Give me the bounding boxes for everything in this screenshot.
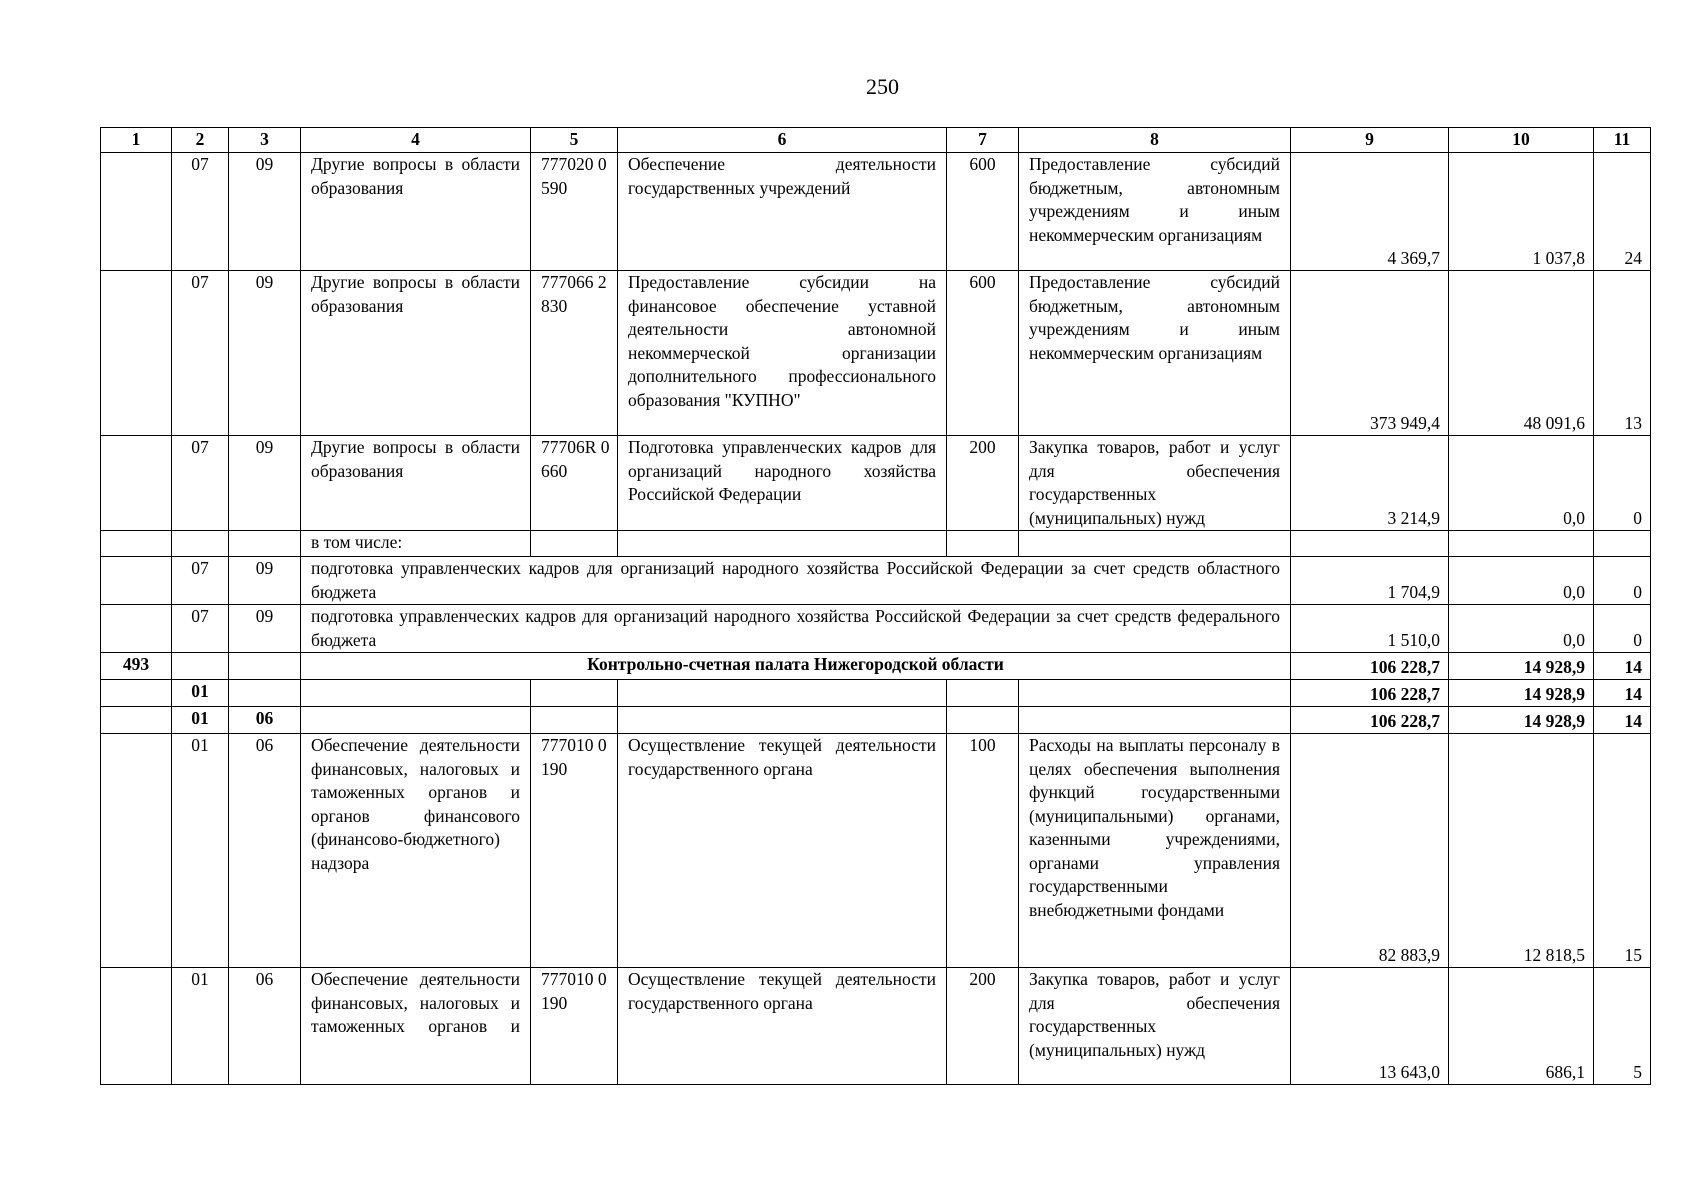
table-row [101, 557, 1651, 605]
table-row-including [101, 531, 1651, 557]
cell-empty [1291, 531, 1449, 557]
cell-subsection-name: Другие вопросы в области образования [301, 271, 531, 436]
cell-percent: 5 [1594, 968, 1651, 1085]
column-header: 8 [1019, 128, 1291, 153]
cell-empty [101, 557, 172, 605]
table-row-section-total [101, 680, 1651, 707]
cell-code: 493 [101, 653, 172, 680]
cell-code [101, 153, 172, 271]
table-row [101, 436, 1651, 531]
column-header-row [101, 128, 1651, 153]
cell-empty [947, 531, 1019, 557]
cell-expense-type: 100 [947, 734, 1019, 968]
cell-code [101, 968, 172, 1085]
cell-percent: 0 [1594, 557, 1651, 605]
cell-amount-executed: 1 037,8 [1449, 153, 1594, 271]
cell-code [101, 734, 172, 968]
cell-empty [531, 707, 618, 734]
cell-percent: 14 [1594, 680, 1651, 707]
cell-expense-type-name: Закупка товаров, работ и услуг для обеспечения государственных (муниципальных) нужд [1019, 436, 1291, 531]
column-header: 2 [172, 128, 229, 153]
cell-amount-plan: 106 228,7 [1291, 653, 1449, 680]
cell-amount-plan: 3 214,9 [1291, 436, 1449, 531]
cell-empty [618, 680, 947, 707]
cell-empty [101, 707, 172, 734]
column-header: 11 [1594, 128, 1651, 153]
cell-subsection: 06 [229, 734, 301, 968]
cell-subsection: 06 [229, 707, 301, 734]
cell-expense-type-name: Предоставление субсидий бюджетным, автономным учреждениям и иным некоммерческим организациям [1019, 271, 1291, 436]
cell-expense-type-name: Закупка товаров, работ и услуг для обеспечения государственных (муниципальных) нужд [1019, 968, 1291, 1085]
table-row [101, 605, 1651, 653]
table-row [101, 734, 1651, 968]
cell-amount-plan: 1 704,9 [1291, 557, 1449, 605]
cell-empty [101, 531, 172, 557]
table-row [101, 153, 1651, 271]
cell-section: 07 [172, 153, 229, 271]
cell-percent: 0 [1594, 605, 1651, 653]
cell-section: 07 [172, 436, 229, 531]
cell-empty [229, 531, 301, 557]
cell-subsection: 09 [229, 557, 301, 605]
cell-percent: 15 [1594, 734, 1651, 968]
cell-amount-executed: 12 818,5 [1449, 734, 1594, 968]
cell-empty [301, 680, 531, 707]
cell-subsection-name: Другие вопросы в области образования [301, 153, 531, 271]
cell-amount-executed: 686,1 [1449, 968, 1594, 1085]
cell-article-name: Подготовка управленческих кадров для организаций народного хозяйства Российской Федерации [618, 436, 947, 531]
cell-empty [947, 680, 1019, 707]
column-header: 7 [947, 128, 1019, 153]
cell-percent: 24 [1594, 153, 1651, 271]
cell-article-name: Предоставление субсидии на финансовое обеспечение уставной деятельности автономной некоммерческой организации дополнительного профессионального образования "КУПНО" [618, 271, 947, 436]
cell-percent: 14 [1594, 707, 1651, 734]
cell-expense-type-name: Предоставление субсидий бюджетным, автономным учреждениям и иным некоммерческим организациям [1019, 153, 1291, 271]
cell-percent: 0 [1594, 436, 1651, 531]
cell-subsection: 09 [229, 153, 301, 271]
cell-empty [1449, 531, 1594, 557]
column-header: 5 [531, 128, 618, 153]
cell-empty [618, 707, 947, 734]
cell-empty [1019, 531, 1291, 557]
cell-amount-executed: 14 928,9 [1449, 680, 1594, 707]
cell-article-name: Осуществление текущей деятельности государственного органа [618, 734, 947, 968]
department-title: Контрольно-счетная палата Нижегородской области [301, 653, 1291, 680]
cell-amount-executed: 14 928,9 [1449, 653, 1594, 680]
cell-code [101, 436, 172, 531]
cell-description: подготовка управленческих кадров для организаций народного хозяйства Российской Федерации за счет средств областного бюджета [301, 557, 1291, 605]
cell-target-article: 77706R 0660 [531, 436, 618, 531]
column-header: 4 [301, 128, 531, 153]
cell-amount-plan: 4 369,7 [1291, 153, 1449, 271]
cell-empty [172, 531, 229, 557]
cell-empty [172, 653, 229, 680]
cell-section: 07 [172, 605, 229, 653]
cell-subsection-name: Обеспечение деятельности финансовых, налоговых и таможенных органов и [301, 968, 531, 1085]
cell-empty [229, 653, 301, 680]
column-header: 1 [101, 128, 172, 153]
cell-section: 01 [172, 734, 229, 968]
cell-article-name: Осуществление текущей деятельности государственного органа [618, 968, 947, 1085]
cell-description: подготовка управленческих кадров для организаций народного хозяйства Российской Федерации за счет средств федерального бюджета [301, 605, 1291, 653]
cell-amount-plan: 1 510,0 [1291, 605, 1449, 653]
table-row-department [101, 653, 1651, 680]
cell-target-article: 777010 0190 [531, 968, 618, 1085]
cell-empty [1019, 680, 1291, 707]
cell-subsection: 06 [229, 968, 301, 1085]
cell-amount-plan: 106 228,7 [1291, 707, 1449, 734]
cell-section: 07 [172, 557, 229, 605]
column-header: 10 [1449, 128, 1594, 153]
cell-amount-plan: 106 228,7 [1291, 680, 1449, 707]
cell-amount-executed: 0,0 [1449, 436, 1594, 531]
cell-empty [101, 680, 172, 707]
cell-subsection-name: Обеспечение деятельности финансовых, налоговых и таможенных органов и органов финансового (финансово-бюджетного) надзора [301, 734, 531, 968]
cell-expense-type-name: Расходы на выплаты персоналу в целях обеспечения выполнения функций государственными (муниципальными) органами, казенными учреждениями, органами управления государственными внебюджетными фондами [1019, 734, 1291, 968]
cell-percent: 13 [1594, 271, 1651, 436]
cell-target-article: 777020 0590 [531, 153, 618, 271]
cell-amount-plan: 373 949,4 [1291, 271, 1449, 436]
page-number: 250 [866, 74, 899, 99]
cell-amount-executed: 0,0 [1449, 557, 1594, 605]
cell-empty [531, 531, 618, 557]
cell-empty [1019, 707, 1291, 734]
cell-empty [229, 680, 301, 707]
cell-subsection: 09 [229, 271, 301, 436]
cell-subsection: 09 [229, 436, 301, 531]
including-label: в том числе: [301, 531, 531, 557]
table-row [101, 271, 1651, 436]
cell-empty [301, 707, 531, 734]
cell-empty [101, 605, 172, 653]
table-row-subsection-total [101, 707, 1651, 734]
cell-expense-type: 600 [947, 153, 1019, 271]
cell-percent: 14 [1594, 653, 1651, 680]
cell-amount-plan: 13 643,0 [1291, 968, 1449, 1085]
cell-section: 07 [172, 271, 229, 436]
column-header: 9 [1291, 128, 1449, 153]
column-header: 6 [618, 128, 947, 153]
cell-amount-executed: 14 928,9 [1449, 707, 1594, 734]
cell-empty [1594, 531, 1651, 557]
cell-subsection: 09 [229, 605, 301, 653]
cell-amount-plan: 82 883,9 [1291, 734, 1449, 968]
cell-empty [531, 680, 618, 707]
budget-table [100, 127, 1651, 1085]
cell-expense-type: 600 [947, 271, 1019, 436]
cell-section: 01 [172, 968, 229, 1085]
cell-amount-executed: 0,0 [1449, 605, 1594, 653]
cell-expense-type: 200 [947, 436, 1019, 531]
cell-code [101, 271, 172, 436]
table-row [101, 968, 1651, 1085]
cell-amount-executed: 48 091,6 [1449, 271, 1594, 436]
cell-empty [618, 531, 947, 557]
cell-article-name: Обеспечение деятельности государственных учреждений [618, 153, 947, 271]
column-header: 3 [229, 128, 301, 153]
cell-target-article: 777010 0190 [531, 734, 618, 968]
cell-section: 01 [172, 707, 229, 734]
cell-subsection-name: Другие вопросы в области образования [301, 436, 531, 531]
cell-empty [947, 707, 1019, 734]
cell-target-article: 777066 2830 [531, 271, 618, 436]
cell-expense-type: 200 [947, 968, 1019, 1085]
cell-section: 01 [172, 680, 229, 707]
